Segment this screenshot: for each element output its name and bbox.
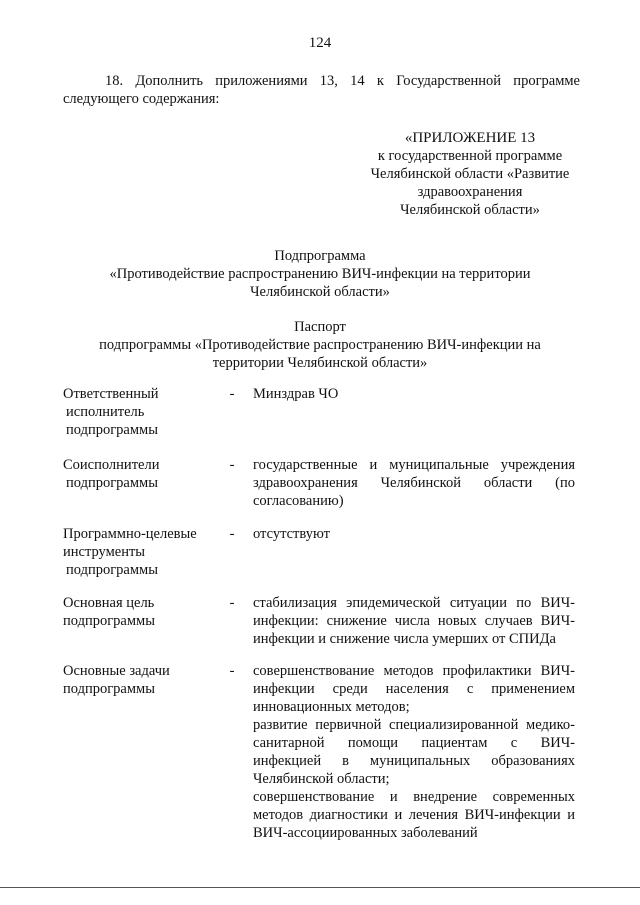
appendix-label: «ПРИЛОЖЕНИЕ 13 (404, 130, 536, 146)
row-value: совершенствование методов профилактики ВИЧ- инфекции среди населения с применением инновационных методов; развитие первичной специализированной медико- санитарной помощи пациентам с ВИЧ- инфекцией в муниципальных образованиях Челябинской области; совершенствование и внедрение современных методов диагностики и лечения ВИЧ-инфекции и ВИЧ-ассоциированных заболеваний (253, 663, 575, 841)
page-number: 124 (308, 35, 332, 51)
subprogram-title (60, 247, 580, 301)
passport-title-line: территории Челябинской области» (212, 355, 428, 371)
row-value: стабилизация эпидемической ситуации по ВИЧ- инфекции: снижение числа новых случаев ВИЧ- инфекции и снижение числа умерших от СПИДа (253, 595, 575, 647)
passport-title (60, 318, 580, 372)
row-dash: - (229, 595, 235, 611)
subprogram-heading: Подпрограмма (274, 248, 366, 264)
appendix-line: к государственной программе (377, 148, 563, 164)
row-dash: - (229, 526, 235, 542)
appendix-line: здравоохранения (417, 184, 523, 200)
passport-title-line: подпрограммы «Противодействие распространению ВИЧ-инфекции на (99, 337, 541, 353)
row-label: Основная цель подпрограммы (63, 595, 155, 629)
row-value: государственные и муниципальные учреждения здравоохранения Челябинской области (по согласованию) (253, 457, 575, 509)
row-dash: - (229, 663, 235, 679)
intro-paragraph: 18. Дополнить приложениями 13, 14 к Государственной программе следующего содержания: (63, 73, 580, 107)
row-label: Соисполнители подпрограммы (63, 457, 160, 491)
subprogram-title-line: Челябинской области» (250, 284, 390, 300)
row-dash: - (229, 457, 235, 473)
appendix-line: Челябинской области «Развитие (370, 166, 570, 182)
row-label: Ответственный исполнитель подпрограммы (63, 386, 159, 438)
row-value: отсутствуют (253, 526, 330, 542)
row-label: Программно-целевые инструменты подпрограммы (63, 526, 197, 578)
page-bottom-rule (0, 887, 640, 888)
row-value: Минздрав ЧО (253, 386, 339, 402)
row-label: Основные задачи подпрограммы (63, 663, 170, 697)
appendix-line: Челябинской области» (400, 202, 540, 218)
row-dash: - (229, 386, 235, 402)
passport-heading: Паспорт (294, 319, 346, 335)
subprogram-title-line: «Противодействие распространению ВИЧ-инфекции на территории (109, 266, 531, 282)
appendix-heading (350, 129, 590, 219)
